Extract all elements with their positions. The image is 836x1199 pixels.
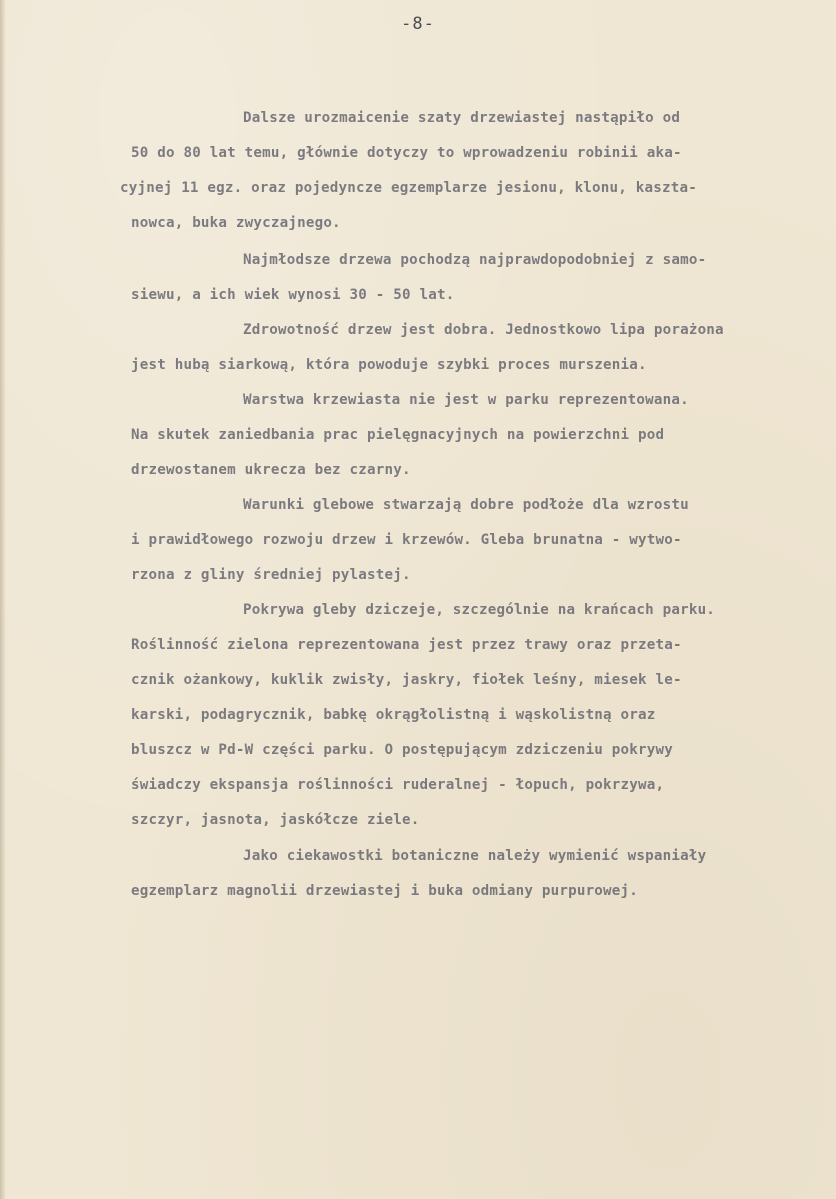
page-edge-shadow [0, 0, 6, 1199]
text-line: siewu, a ich wiek wynosi 30 - 50 lat. [131, 287, 455, 303]
text-line: cyjnej 11 egz. oraz pojedyncze egzemplarze jesionu, klonu, kaszta- [120, 180, 697, 196]
text-line: drzewostanem ukrecza bez czarny. [131, 462, 411, 478]
text-line: Zdrowotność drzew jest dobra. Jednostkowo lipa porażona [243, 322, 724, 338]
text-line: i prawidłowego rozwoju drzew i krzewów. Gleba brunatna - wytwo- [131, 532, 682, 548]
text-line: egzemplarz magnolii drzewiastej i buka odmiany purpurowej. [131, 883, 639, 899]
text-line: jest hubą siarkową, która powoduje szybki proces murszenia. [131, 357, 647, 373]
text-line: rzona z gliny średniej pylastej. [131, 567, 411, 583]
text-line: Roślinność zielona reprezentowana jest przez trawy oraz przeta- [131, 637, 682, 653]
text-line: Warunki glebowe stwarzają dobre podłoże dla wzrostu [243, 497, 689, 513]
text-line: karski, podagrycznik, babkę okrągłolistną i wąskolistną oraz [131, 707, 656, 723]
text-line: Najmłodsze drzewa pochodzą najprawdopodobniej z samo- [243, 252, 707, 268]
text-line: Warstwa krzewiasta nie jest w parku reprezentowana. [243, 392, 689, 408]
text-line: 50 do 80 lat temu, głównie dotyczy to wprowadzeniu robinii aka- [131, 145, 682, 161]
text-line: szczyr, jasnota, jaskółcze ziele. [131, 812, 420, 828]
text-line: nowca, buka zwyczajnego. [131, 215, 341, 231]
text-line: cznik ożankowy, kuklik zwisły, jaskry, fiołek leśny, miesek le- [131, 672, 682, 688]
text-line: Pokrywa gleby dziczeje, szczególnie na krańcach parku. [243, 602, 716, 618]
text-line: bluszcz w Pd-W części parku. O postępującym zdziczeniu pokrywy [131, 742, 673, 758]
text-line: świadczy ekspansja roślinności ruderalnej - łopuch, pokrzywa, [131, 777, 665, 793]
text-line: Dalsze urozmaicenie szaty drzewiastej nastąpiło od [243, 110, 681, 126]
text-line: Na skutek zaniedbania prac pielęgnacyjnych na powierzchni pod [131, 427, 665, 443]
text-line: Jako ciekawostki botaniczne należy wymienić wspaniały [243, 848, 707, 864]
page-number: -8- [401, 14, 435, 34]
